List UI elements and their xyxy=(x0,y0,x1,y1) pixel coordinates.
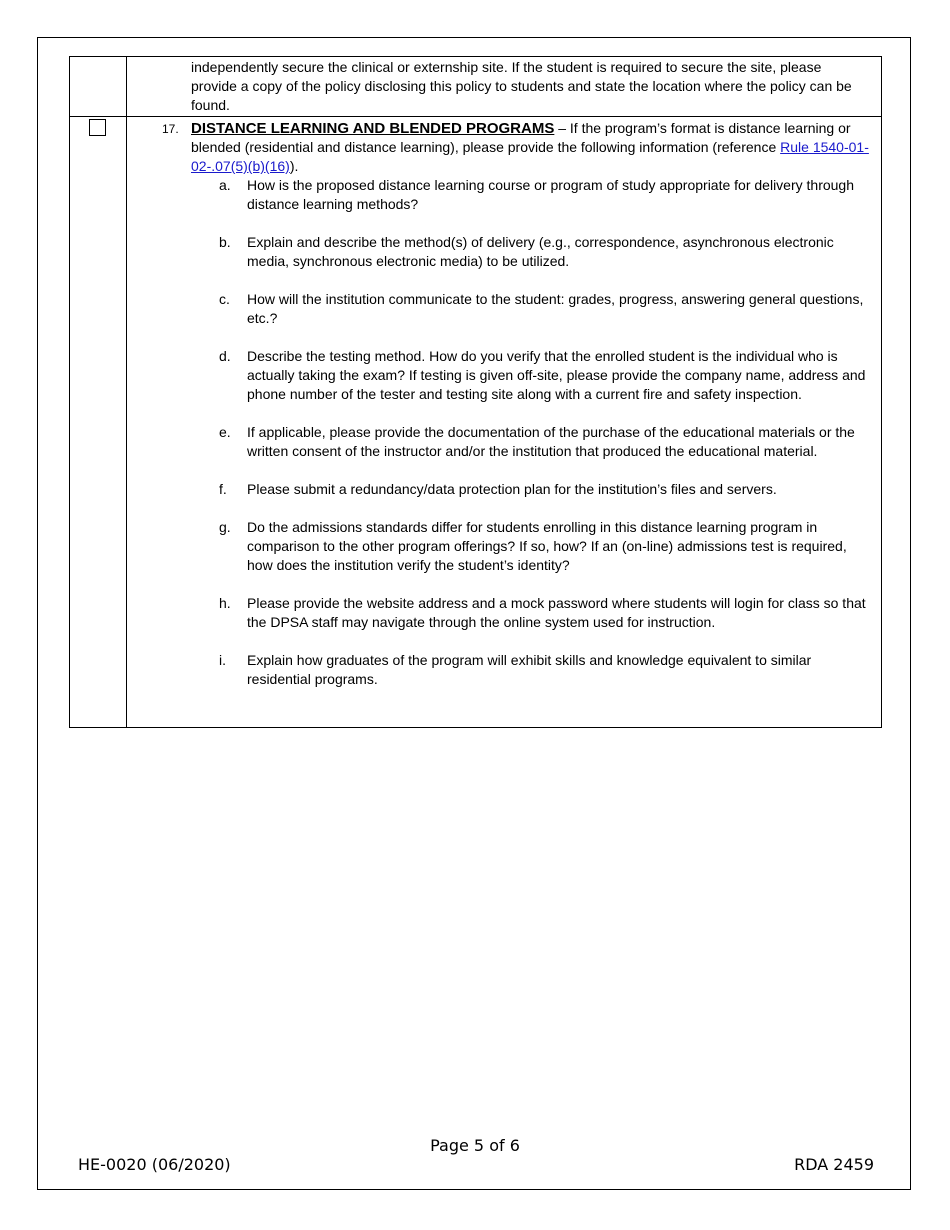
list-item xyxy=(191,651,873,689)
item-letter: e. xyxy=(219,424,231,440)
section-17-intro xyxy=(191,119,873,176)
item-text: Do the admissions standards differ for students enrolling in this distance learning program in comparison to the other program offerings? If so, how? If an (on-line) admissions test is required, how does the institution verify the student’s identity? xyxy=(247,519,847,573)
item-text: Explain how graduates of the program will exhibit skills and knowledge equivalent to similar residential programs. xyxy=(247,652,812,687)
item-text: Explain and describe the method(s) of delivery (e.g., correspondence, asynchronous electronic media, synchronous electronic media) to be utilized. xyxy=(247,234,834,269)
section-17-content xyxy=(127,117,881,727)
list-item xyxy=(191,480,873,499)
table-row xyxy=(70,57,881,116)
section-heading: DISTANCE LEARNING AND BLENDED PROGRAMS xyxy=(191,120,555,137)
list-item xyxy=(191,347,873,404)
continuation-text: independently secure the clinical or externship site. If the student is required to secure the site, please provide a copy of the policy disclosing this policy to students and state the location where the policy can be found. xyxy=(191,59,852,113)
item-letter: a. xyxy=(219,177,231,193)
item-text: If applicable, please provide the documentation of the purchase of the educational materials or the written consent of the instructor and/or the institution that produced the educational material. xyxy=(247,424,855,459)
item-letter: b. xyxy=(219,234,231,250)
item-letter: c. xyxy=(219,291,230,307)
list-item xyxy=(191,290,873,328)
item-letter: f. xyxy=(219,481,227,497)
list-item xyxy=(191,594,873,632)
section-17-checkbox[interactable] xyxy=(89,119,106,136)
item-text: Please submit a redundancy/data protection plan for the institution’s files and servers. xyxy=(247,481,777,497)
item-letter: h. xyxy=(219,595,231,611)
form-id: HE-0020 (06/2020) xyxy=(78,1155,231,1174)
list-item xyxy=(191,518,873,575)
rda-number: RDA 2459 xyxy=(794,1155,874,1174)
item-text: Please provide the website address and a mock password where students will login for class so that the DPSA staff may navigate through the online system used for instruction. xyxy=(247,595,866,630)
checkbox-cell xyxy=(70,57,127,116)
table-row-section-17 xyxy=(70,116,881,727)
intro-text-end: ). xyxy=(289,158,299,174)
item-letter: g. xyxy=(219,519,231,535)
requirements-table xyxy=(69,56,882,728)
item-letter: d. xyxy=(219,348,231,364)
item-letter: i. xyxy=(219,652,226,668)
list-item xyxy=(191,233,873,271)
item-text: Describe the testing method. How do you verify that the enrolled student is the individual who is actually taking the exam? If testing is given off-site, please provide the company name, address and phone number of the tester and testing site along with a current fire and safety inspection. xyxy=(247,348,866,402)
question-list xyxy=(191,176,873,689)
rule-link[interactable]: Rule 1540-01-02-.07(5)(b)(16) xyxy=(191,139,869,174)
checkbox-cell xyxy=(70,117,127,727)
item-text: How will the institution communicate to the student: grades, progress, answering general questions, etc.? xyxy=(247,291,864,326)
item-text: How is the proposed distance learning course or program of study appropriate for delivery through distance learning methods? xyxy=(247,177,854,212)
intro-text: – If the program’s format is distance learning or blended (residential and distance learning), please provide the following information (reference xyxy=(191,120,851,155)
page-number: Page 5 of 6 xyxy=(430,1136,520,1155)
section-number: 17. xyxy=(162,122,179,136)
list-item xyxy=(191,176,873,214)
list-item xyxy=(191,423,873,461)
